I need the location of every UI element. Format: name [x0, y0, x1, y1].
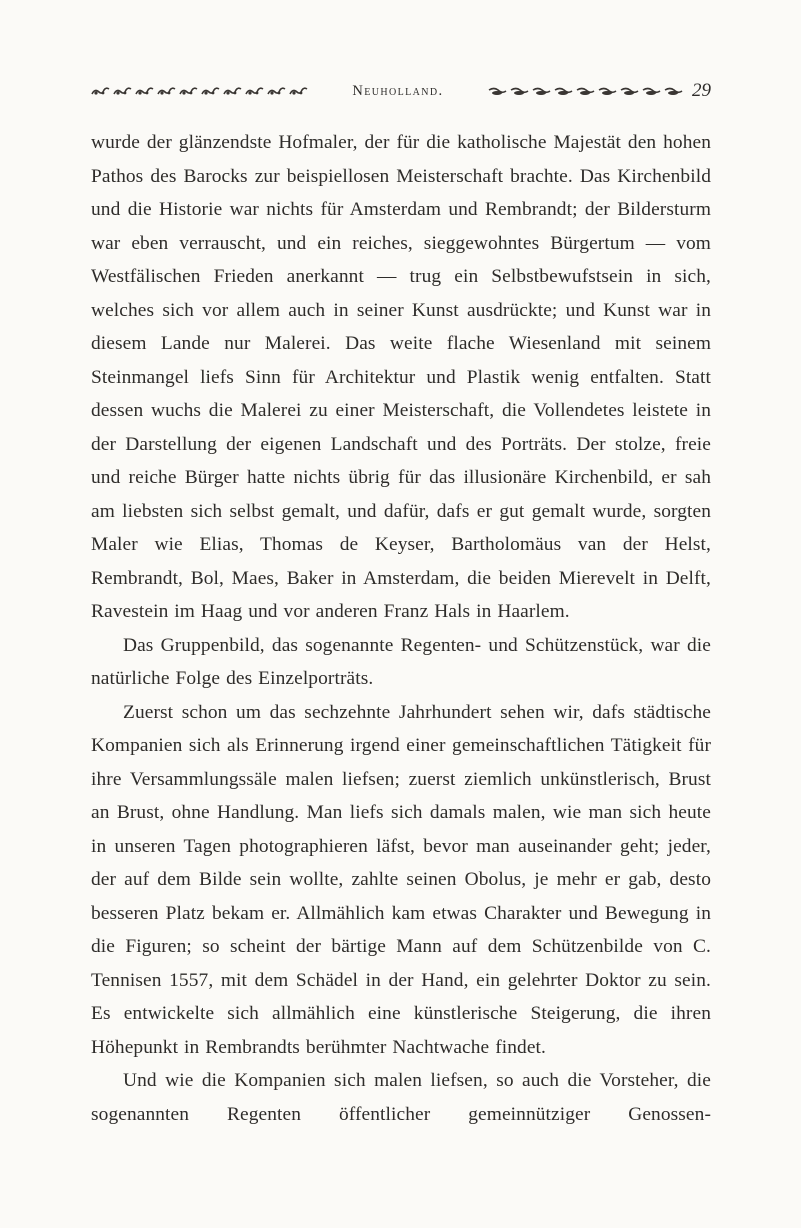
- paragraph: Zuerst schon um das sechzehnte Jahrhundert sehen wir, dafs städtische Kompanien sich als Erinnerung irgend einer gemeinschaftlichen Tätigkeit für ihre Versammlungssäle malen liefsen; zuerst ziemlich unkünstlerisch, Brust an Brust, ohne Handlung. Man liefs sich damals malen, wie man sich heute in unseren Tagen photographieren läfst, bevor man auseinander geht; jeder, der auf dem Bilde sein wollte, zahlte seinen Obolus, je mehr er gab, desto besseren Platz bekam er. Allmählich kam etwas Charakter und Bewegung in die Figuren; so scheint der bärtige Mann auf dem Schützenbilde von C. Tennisen 1557, mit dem Schädel in der Hand, ein gelehrter Doktor zu sein. Es entwickelte sich allmählich eine künstlerische Steigerung, die ihren Höhepunkt in Rembrandts berühmter Nachtwache findet.: [91, 701, 711, 1058]
- body-text: [91, 126, 711, 1131]
- scroll-ornament-icon: [488, 80, 711, 102]
- page-number: 29: [692, 80, 711, 101]
- paragraph: wurde der glänzendste Hofmaler, der für die katholische Majestät den hohen Pathos des Barocks zur beispiellosen Meisterschaft brachte. Das Kirchenbild und die Historie war nichts für Amsterdam und Rembrandt; der Bildersturm war eben verrauscht, und ein reiches, sieggewohntes Bürgertum — vom Westfälischen Frieden anerkannt — trug ein Selbstbewufstsein in sich, welches sich vor allem auch in seiner Kunst ausdrückte; und Kunst war in diesem Lande nur Malerei. Das weite flache Wiesenland mit seinem Steinmangel liefs Sinn für Architektur und Plastik wenig entfalten. Statt dessen wuchs die Malerei zu einer Meisterschaft, die Vollendetes leistete in der Darstellung der eigenen Landschaft und des Porträts. Der stolze, freie und reiche Bürger hatte nichts übrig für das illusionäre Kirchenbild, er sah am liebsten sich selbst gemalt, und dafür, dafs er gut gemalt wurde, sorgten Maler wie Elias, Thomas de Keyser, Bartholomäus van der Helst, Rembrandt, Bol, Maes, Baker in Amsterdam, die beiden Mierevelt in Delft, Ravestein im Haag und vor anderen Franz Hals in Haarlem.: [91, 132, 711, 622]
- running-title: Neuholland.: [352, 82, 444, 99]
- grape-vine-ornament-icon: [91, 87, 308, 96]
- paragraph: Das Gruppenbild, das sogenannte Regenten- und Schützenstück, war die natürliche Folge des Einzelporträts.: [91, 634, 711, 689]
- paragraph: Und wie die Kompanien sich malen liefsen, so auch die Vorsteher, die sogenannten Regenten öffentlicher gemeinnütziger Genossen-: [91, 1070, 711, 1125]
- book-page: [91, 78, 711, 1131]
- page-header: [91, 78, 711, 104]
